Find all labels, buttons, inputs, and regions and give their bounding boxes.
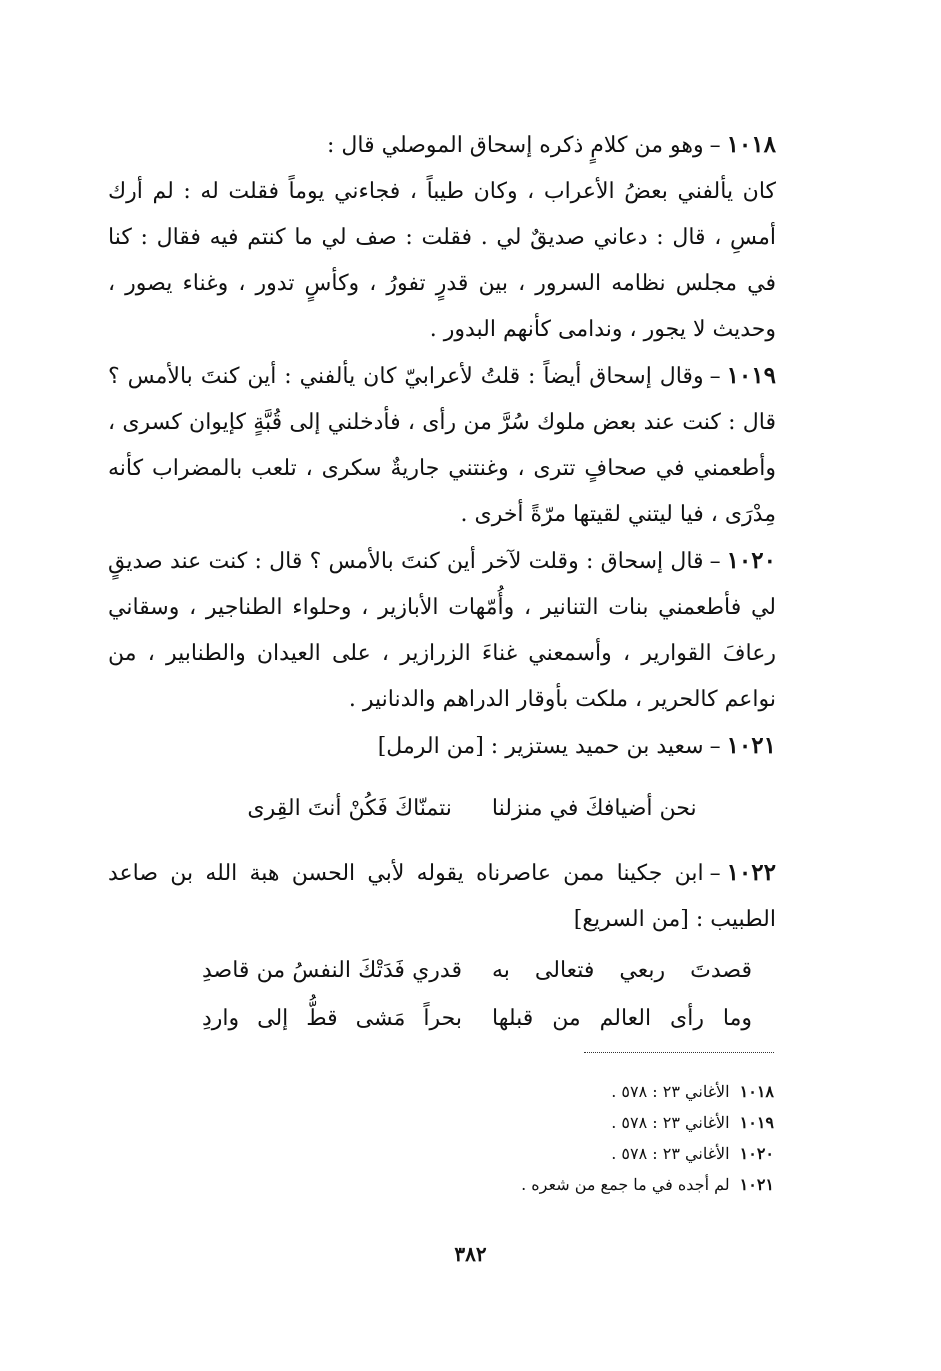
verse-hemistich: قصدتَ ربعي فتعالى به	[492, 958, 752, 983]
verse-hemistich: نحن أضيافكَ في منزلنا	[491, 796, 697, 821]
verse-line	[108, 786, 776, 832]
footnote-number: ١٠٢٠	[739, 1144, 774, 1163]
verse-hemistich: نتمنّاكَ فَكُنْ أنتَ القِرى	[247, 796, 452, 821]
footnote	[380, 1076, 774, 1107]
footnote	[380, 1169, 774, 1200]
footnote-number: ١٠٢١	[739, 1175, 774, 1194]
footnote-text: الأغاني ٢٣ : ٥٧٨ .	[611, 1113, 730, 1132]
entry-number: ١٠٢٠	[726, 547, 776, 574]
meter-label: [من الرمل]	[377, 734, 484, 759]
entry-1022: ١٠٢٢–ابن جكينا ممن عاصرناه يقوله لأبي الحسن هبة الله بن صاعد الطبيب : [من السريع]	[108, 859, 776, 932]
entry-1021: ١٠٢١–سعيد بن حميد يستزير : [من الرمل]	[377, 732, 776, 759]
entry-line: قال إسحاق : وقلت لآخر أين كنتَ بالأمس ؟ قال : كنت عند	[169, 549, 704, 574]
footnote-text: لم أجده في ما جمع من شعره .	[521, 1175, 730, 1194]
entry-number: ١٠٢٢	[726, 859, 776, 886]
entry-number: ١٠١٨	[726, 131, 776, 158]
verse-hemistich: وما رأى العالم من قبلها	[492, 1006, 752, 1031]
entry-number: ١٠٢١	[726, 732, 776, 759]
entry-line: كأنه مِدْرَى ، فيا ليتني لقيتها مرّةً أخرى .	[108, 456, 776, 527]
entry-1018: ١٠١٨–وهو من كلامٍ ذكره إسحاق الموصلي قال : كان يألفني بعضُ الأعراب ، وكان طيباً ، فجاءني يوماً فقلت له : لم أرك أمسِ ، قال : دعاني صديقٌ لي . فقلت : صف لي ما كنتم فيه فقال : كنا في مجلس نظامه السرور ، بين قدرٍ تفورُ ، وكأسٍ تدور ، وغناء يصور ، وحديث لا يجور ، وندامى كأنهم البدور .	[108, 131, 776, 342]
footnote-text: الأغاني ٢٣ : ٥٧٨ .	[611, 1144, 730, 1163]
entry-line: يجور ، وندامى كأنهم البدور .	[429, 317, 686, 342]
entry-line: وقال إسحاق أيضاً : قلتُ لأعرابيّ كان يألفني : أين كنتَ	[200, 364, 704, 389]
meter-label: [من السريع]	[573, 907, 689, 932]
verse-hemistich: بحراً مَشى قطُّ إلى واردِ	[202, 1006, 462, 1031]
footnote-divider	[584, 1052, 774, 1053]
entry-line: رعافَ القوارير ، وأسمعني غناءَ الزرازير ، على العيدان والطنابير ، من نواعم	[108, 641, 776, 712]
page-number: ٣٨٢	[454, 1242, 487, 1266]
footnote	[380, 1107, 774, 1138]
footnote-number: ١٠١٩	[739, 1113, 774, 1132]
main-text	[108, 122, 776, 1043]
entry-line: ابن جكينا ممن عاصرناه يقوله لأبي الحسن هبة الله بن صاعد	[108, 861, 704, 886]
entry-1019: ١٠١٩–وقال إسحاق أيضاً : قلتُ لأعرابيّ كان يألفني : أين كنتَ بالأمس ؟ قال : كنت عند بعض ملوك سُرَّ من رأى ، فأدخلني إلى قُبَّةٍ كإيوان كسرى ، وأطعمني في صحافٍ تترى ، وغنتني جاريةٌ سكرى ، تلعب بالمضراب كأنه مِدْرَى ، فيا ليتني لقيتها مرّةً أخرى .	[108, 362, 776, 527]
entry-line: الطبيب :	[695, 907, 776, 932]
entry-line: صديقٍ لي فأطعمني بنات التنانير ، وأُمّهات الأبازير ، وحلواء الطناجير ، وسقاني	[108, 549, 776, 620]
entry-1020: ١٠٢٠–قال إسحاق : وقلت لآخر أين كنتَ بالأمس ؟ قال : كنت عند صديقٍ لي فأطعمني بنات التنانير ، وأُمّهات الأبازير ، وحلواء الطناجير ، وسقاني رعافَ القوارير ، وأسمعني غناءَ الزرازير ، على العيدان والطنابير ، من نواعم كالحرير ، ملكت بأوقار الدراهم والدنانير .	[108, 547, 776, 712]
entry-intro: سعيد بن حميد يستزير :	[490, 734, 704, 759]
entry-number: ١٠١٩	[726, 362, 776, 389]
entry-line: أمسِ ، قال : دعاني صديقٌ لي . فقلت : صف لي ما كنتم فيه فقال : كنا في	[108, 225, 776, 296]
footnote	[380, 1138, 774, 1169]
verse-hemistich: قدري فَدَتْكَ النفسُ من قاصدِ	[202, 958, 462, 983]
footnote-number: ١٠١٨	[739, 1082, 774, 1101]
entry-line: كالحرير ، ملكت بأوقار الدراهم والدنانير .	[348, 687, 718, 712]
entry-line: كان يألفني بعضُ الأعراب ، وكان طيباً ، فجاءني يوماً فقلت له : لم أرك	[108, 179, 776, 204]
entry-line: كسرى ، وأطعمني في صحافٍ تترى ، وغنتني جاريةٌ سكرى ، تلعب بالمضراب	[108, 410, 776, 481]
entry-line: مجلس نظامه السرور ، بين قدرٍ تفورُ ، وكأسٍ تدور ، وغناء يصور ، وحديث لا	[108, 271, 776, 342]
entry-line: بالأمس ؟ قال : كنت عند بعض ملوك سُرَّ من رأى ، فأدخلني إلى قُبَّةٍ كإيوان	[108, 364, 776, 435]
verse-block	[108, 947, 776, 1043]
footnote-text: الأغاني ٢٣ : ٥٧٨ .	[611, 1082, 730, 1101]
entry-line: وهو من كلامٍ ذكره إسحاق الموصلي قال :	[327, 133, 704, 158]
footnotes	[380, 1076, 774, 1200]
